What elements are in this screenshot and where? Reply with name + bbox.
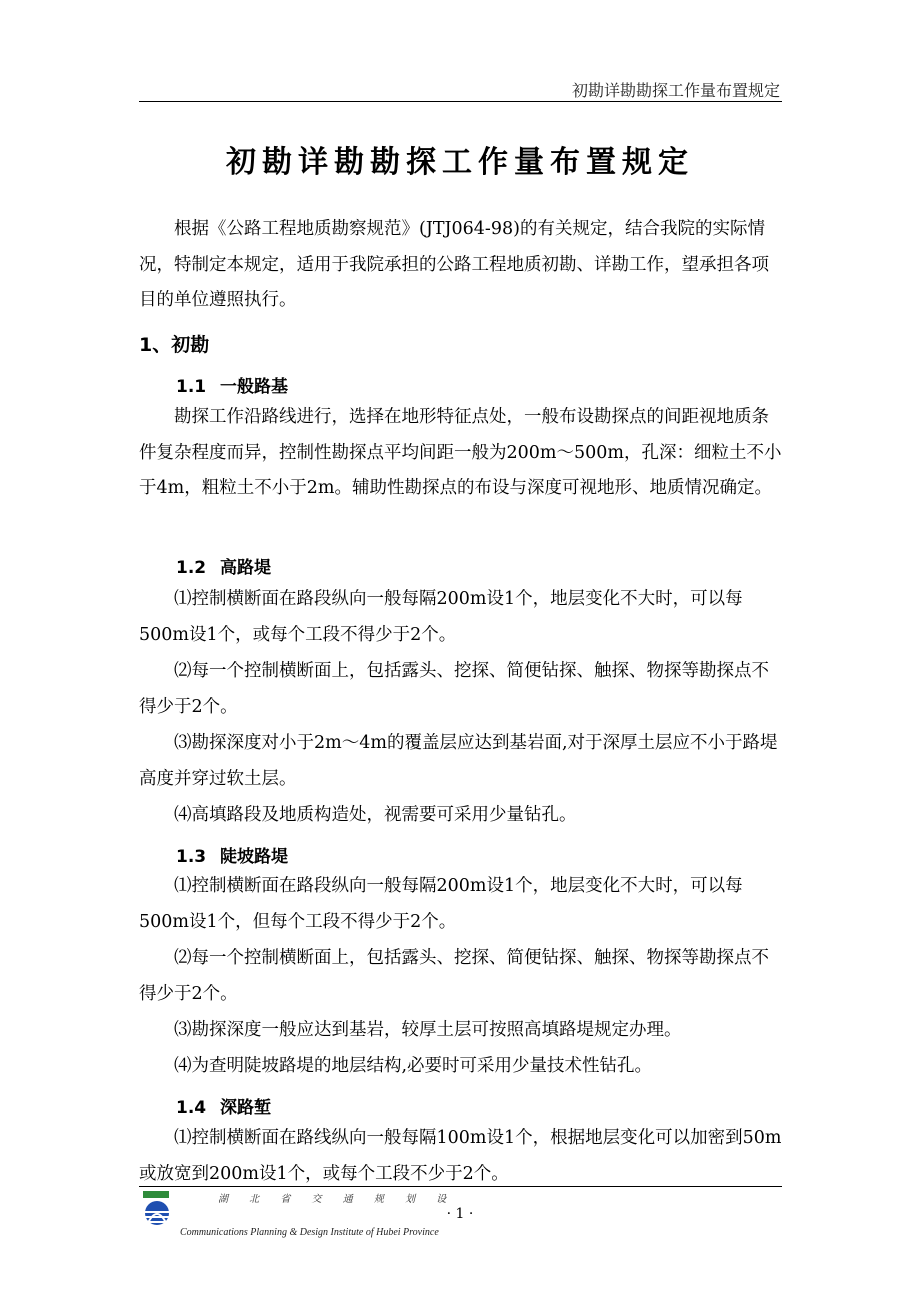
list-item: ⑶勘探深度对小于2m～4m的覆盖层应达到基岩面,对于深厚土层应不小于路堤高度并穿过软土层。	[139, 733, 778, 789]
footer-org-en: Communications Planning & Design Institute of Hubei Province	[180, 1227, 439, 1238]
list-item: ⑷为查明陡坡路堤的地层结构,必要时可采用少量技术性钻孔。	[174, 1056, 653, 1076]
header-divider	[139, 101, 782, 102]
section-1-4-heading	[176, 1093, 271, 1118]
footer-divider	[139, 1186, 782, 1187]
document-title: 初勘详勘勘探工作量布置规定	[226, 145, 694, 180]
section-number: 1.1	[176, 377, 207, 397]
list-item: ⑷高填路段及地质构造处，视需要可采用少量钻孔。	[174, 805, 577, 825]
list-item: ⑴控制横断面在路段纵向一般每隔200m设1个，地层变化不大时，可以每500m设1个，或每个工段不得少于2个。	[139, 589, 743, 645]
section-number: 1.2	[176, 558, 207, 578]
section-title: 一般路基	[220, 377, 288, 397]
section-1-heading: 1、初勘	[139, 334, 210, 356]
section-number: 1.3	[176, 847, 207, 867]
list-item: ⑶勘探深度一般应达到基岩，较厚土层可按照高填路堤规定办理。	[174, 1020, 682, 1040]
intro-paragraph: 根据《公路工程地质勘察规范》(JTJ064-98)的有关规定，结合我院的实际情况，特制定本规定，适用于我院承担的公路工程地质初勘、详勘工作，望承担各项目的单位遵照执行。	[139, 219, 769, 310]
section-title: 深路堑	[220, 1098, 271, 1118]
section-1-1-body: 勘探工作沿路线进行，选择在地形特征点处，一般布设勘探点的间距视地质条件复杂程度而异，控制性勘探点平均间距一般为200m～500m，孔深：细粒土不小于4m，粗粒土不小于2m。辅助性勘探点的布设与深度可视地形、地质情况确定。	[139, 407, 782, 498]
section-1-2-heading	[176, 553, 271, 578]
list-item: ⑴控制横断面在路段纵向一般每隔200m设1个，地层变化不大时，可以每500m设1个，但每个工段不得少于2个。	[139, 876, 743, 932]
list-item: ⑵每一个控制横断面上，包括露头、挖探、简便钻探、触探、物探等勘探点不得少于2个。	[139, 948, 769, 1004]
section-number: 1.4	[176, 1098, 207, 1118]
list-item: ⑴控制横断面在路线纵向一般每隔100m设1个，根据地层变化可以加密到50m或放宽到200m设1个，或每个工段不少于2个。	[139, 1128, 782, 1184]
section-1-1-heading	[176, 372, 288, 397]
footer-org-cn: 湖 北 省 交 通 规 划 设	[218, 1194, 456, 1205]
running-header: 初勘详勘勘探工作量布置规定	[571, 81, 780, 100]
section-title: 陡坡路堤	[220, 847, 288, 867]
list-item: ⑵每一个控制横断面上，包括露头、挖探、简便钻探、触探、物探等勘探点不得少于2个。	[139, 661, 769, 717]
section-title: 高路堤	[220, 558, 271, 578]
section-1-3-heading	[176, 842, 288, 867]
page-number: · 1 ·	[446, 1206, 474, 1222]
